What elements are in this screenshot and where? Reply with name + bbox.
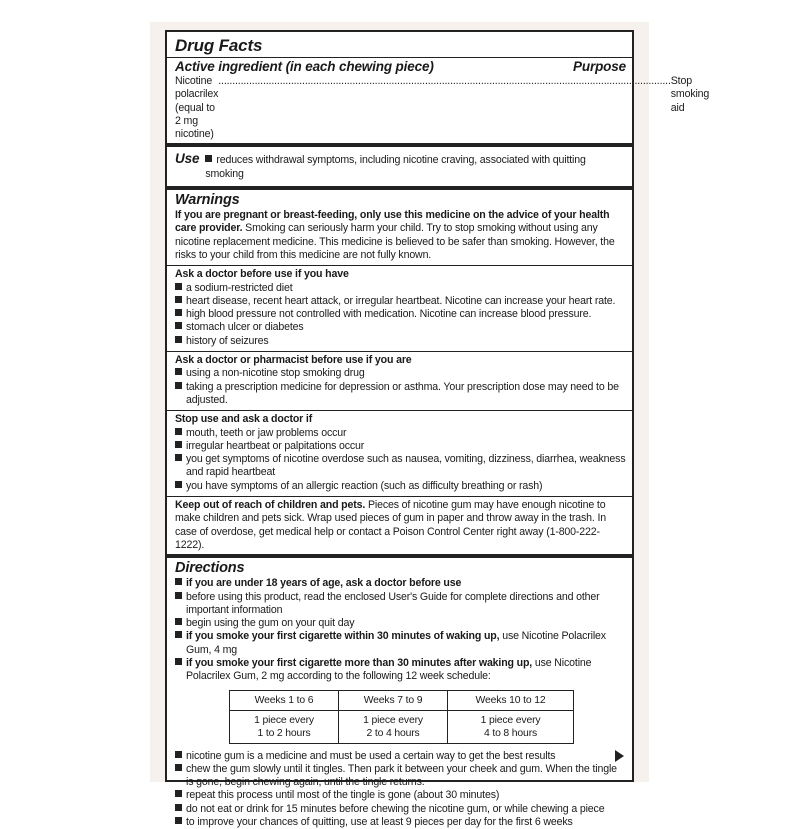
dosing-schedule-table xyxy=(229,690,574,744)
list-item xyxy=(175,577,626,590)
list-item xyxy=(175,282,626,295)
bullet-square-icon xyxy=(175,751,182,758)
ingredient-name: Nicotine polacrilex (equal to 2 mg nicotine) xyxy=(175,75,219,141)
bullet-square-icon xyxy=(175,817,182,824)
list-item xyxy=(175,453,626,480)
list-item-text: nicotine gum is a medicine and must be used a certain way to get the best results xyxy=(186,749,556,762)
bullet-square-icon xyxy=(175,368,182,375)
cell-line: 2 to 4 hours xyxy=(366,727,420,739)
list-item xyxy=(175,750,626,763)
keep-out-of-reach-bold: Keep out of reach of children and pets. xyxy=(175,499,366,512)
list-item-text: you have symptoms of an allergic reaction (such as difficulty breathing or rash) xyxy=(186,479,543,492)
list-item-text: chew the gum slowly until it tingles. Then park it between your cheek and gum. When the tingle is gone, begin chewing again, until the tingle returns. xyxy=(186,762,617,789)
table-header-cell: Weeks 7 to 9 xyxy=(339,690,448,710)
list-item xyxy=(175,630,626,657)
list-item xyxy=(175,295,626,308)
table-header-cell: Weeks 10 to 12 xyxy=(448,690,574,710)
bullet-square-icon xyxy=(175,428,182,435)
continue-arrow-icon xyxy=(615,750,624,762)
keep-out-of-reach-text: Pieces of nicotine gum may have enough nicotine to make children and pets sick. Wrap used pieces of gum in paper and throw away in the trash. In case of overdose, get medical help or contact a Poison Control Center right away (1-800-222-1222). xyxy=(175,499,607,551)
table-header-cell: Weeks 1 to 6 xyxy=(230,690,339,710)
active-ingredient-heading: Active ingredient (in each chewing piece) xyxy=(175,59,434,74)
list-item xyxy=(175,335,626,348)
list-item-text: a sodium-restricted diet xyxy=(186,281,293,294)
list-item xyxy=(175,367,626,380)
table-row xyxy=(230,690,574,710)
list-item-text: history of seizures xyxy=(186,334,269,347)
table-row xyxy=(230,710,574,743)
purpose-heading: Purpose xyxy=(573,59,626,74)
list-item-text: irregular heartbeat or palpitations occur xyxy=(186,439,365,452)
bullet-square-icon xyxy=(175,658,182,665)
section-divider xyxy=(167,186,632,190)
bullet-square-icon xyxy=(175,296,182,303)
cell-line: 1 piece every xyxy=(363,714,423,726)
bullet-square-icon xyxy=(205,155,212,162)
list-item xyxy=(175,480,626,493)
list-item-text: repeat this process until most of the tingle is gone (about 30 minutes) xyxy=(186,789,500,802)
bullet-square-icon xyxy=(175,322,182,329)
list-item xyxy=(175,308,626,321)
list-item xyxy=(175,321,626,334)
use-text-wrap xyxy=(205,154,626,181)
purpose-value: Stop smoking aid xyxy=(670,75,710,114)
list-item xyxy=(175,816,626,829)
drug-facts-title: Drug Facts xyxy=(175,36,263,55)
list-item-text: to improve your chances of quitting, use at least 9 pieces per day for the first 6 weeks xyxy=(186,816,573,829)
list-item-text: use Nicotine Polacrilex Gum, 2 mg according to the following 12 week schedule: xyxy=(186,656,592,683)
list-item-text: stomach ulcer or diabetes xyxy=(186,321,304,334)
table-cell xyxy=(230,710,339,743)
active-ingredient-header xyxy=(175,59,626,75)
divider xyxy=(167,57,632,58)
list-item-text: heart disease, recent heart attack, or irregular heartbeat. Nicotine can increase your heart rate. xyxy=(186,294,616,307)
list-item-bold: if you smoke your first cigarette more than 30 minutes after waking up, xyxy=(186,656,533,669)
pregnancy-warning-text: Smoking can seriously harm your child. Try to stop smoking without using any nicotine replacement medicine. This medicine is believed to be safer than smoking. However, the risks to your child from this medicine are not fully known. xyxy=(175,222,615,261)
drug-facts-panel xyxy=(165,30,710,829)
list-item-text: begin using the gum on your quit day xyxy=(186,617,355,630)
list-item-text: using a non-nicotine stop smoking drug xyxy=(186,367,365,380)
list-item-text: mouth, teeth or jaw problems occur xyxy=(186,426,347,439)
stop-use-heading: Stop use and ask a doctor if xyxy=(175,413,313,426)
bullet-square-icon xyxy=(175,283,182,290)
list-item-bold: if you smoke your first cigarette within 30 minutes of waking up, xyxy=(186,630,500,643)
directions-section xyxy=(175,560,626,829)
bullet-square-icon xyxy=(175,631,182,638)
bullet-square-icon xyxy=(175,481,182,488)
warnings-heading: Warnings xyxy=(175,192,240,209)
list-item-text: do not eat or drink for 15 minutes before chewing the nicotine gum, or while chewing a piece xyxy=(186,802,605,815)
active-ingredient-row xyxy=(175,75,710,141)
divider xyxy=(167,410,632,411)
list-item xyxy=(175,427,626,440)
table-cell xyxy=(448,710,574,743)
bullet-square-icon xyxy=(175,764,182,771)
list-item-text: taking a prescription medicine for depression or asthma. Your prescription dose may need to be adjusted. xyxy=(186,380,619,406)
list-item-text: if you are under 18 years of age, ask a doctor before use xyxy=(186,577,462,590)
cell-line: 1 piece every xyxy=(254,714,314,726)
divider xyxy=(167,265,632,266)
bullet-square-icon xyxy=(175,454,182,461)
list-item xyxy=(175,803,626,816)
leader-dots: .................................................................................................................................................................. xyxy=(218,75,671,87)
list-item xyxy=(175,763,626,790)
use-section xyxy=(175,149,626,184)
keep-out-of-reach xyxy=(175,499,626,552)
list-item xyxy=(175,440,626,453)
cell-line: 1 piece every xyxy=(480,714,541,726)
bullet-square-icon xyxy=(175,336,182,343)
bullet-square-icon xyxy=(175,804,182,811)
list-item xyxy=(175,657,626,684)
bullet-square-icon xyxy=(175,382,182,389)
pregnancy-warning-bold: If you are pregnant or breast-feeding, only use this medicine on the advice of your health care provider. xyxy=(175,209,610,235)
warnings-section xyxy=(175,192,626,552)
ask-pharmacist-heading: Ask a doctor or pharmacist before use if you are xyxy=(175,354,412,367)
directions-heading: Directions xyxy=(175,560,245,577)
bullet-square-icon xyxy=(175,309,182,316)
bullet-square-icon xyxy=(175,790,182,797)
use-text: reduces withdrawal symptoms, including nicotine craving, associated with quitting smoking xyxy=(205,154,586,180)
table-cell xyxy=(339,710,448,743)
bullet-square-icon xyxy=(175,618,182,625)
section-divider xyxy=(167,554,632,558)
use-heading: Use xyxy=(175,151,200,167)
list-item xyxy=(175,381,626,408)
ask-doctor-heading: Ask a doctor before use if you have xyxy=(175,268,349,281)
bullet-square-icon xyxy=(175,441,182,448)
cell-line: 4 to 8 hours xyxy=(483,727,538,739)
list-item-text: you get symptoms of nicotine overdose such as nausea, vomiting, dizziness, diarrhea, weakness and rapid heartbeat xyxy=(186,453,626,479)
bullet-square-icon xyxy=(175,578,182,585)
pregnancy-warning xyxy=(175,209,626,262)
bullet-square-icon xyxy=(175,592,182,599)
divider xyxy=(167,351,632,352)
list-item-text: before using this product, read the enclosed User's Guide for complete directions and other important information xyxy=(186,590,600,616)
divider xyxy=(167,496,632,497)
list-item xyxy=(175,591,626,618)
list-item xyxy=(175,617,626,630)
cell-line: 1 to 2 hours xyxy=(257,727,311,739)
list-item xyxy=(175,789,626,802)
section-divider xyxy=(167,143,632,147)
list-item-text: use Nicotine Polacrilex Gum, 4 mg xyxy=(186,630,606,656)
list-item-text: high blood pressure not controlled with medication. Nicotine can increase blood pressure. xyxy=(186,308,592,321)
